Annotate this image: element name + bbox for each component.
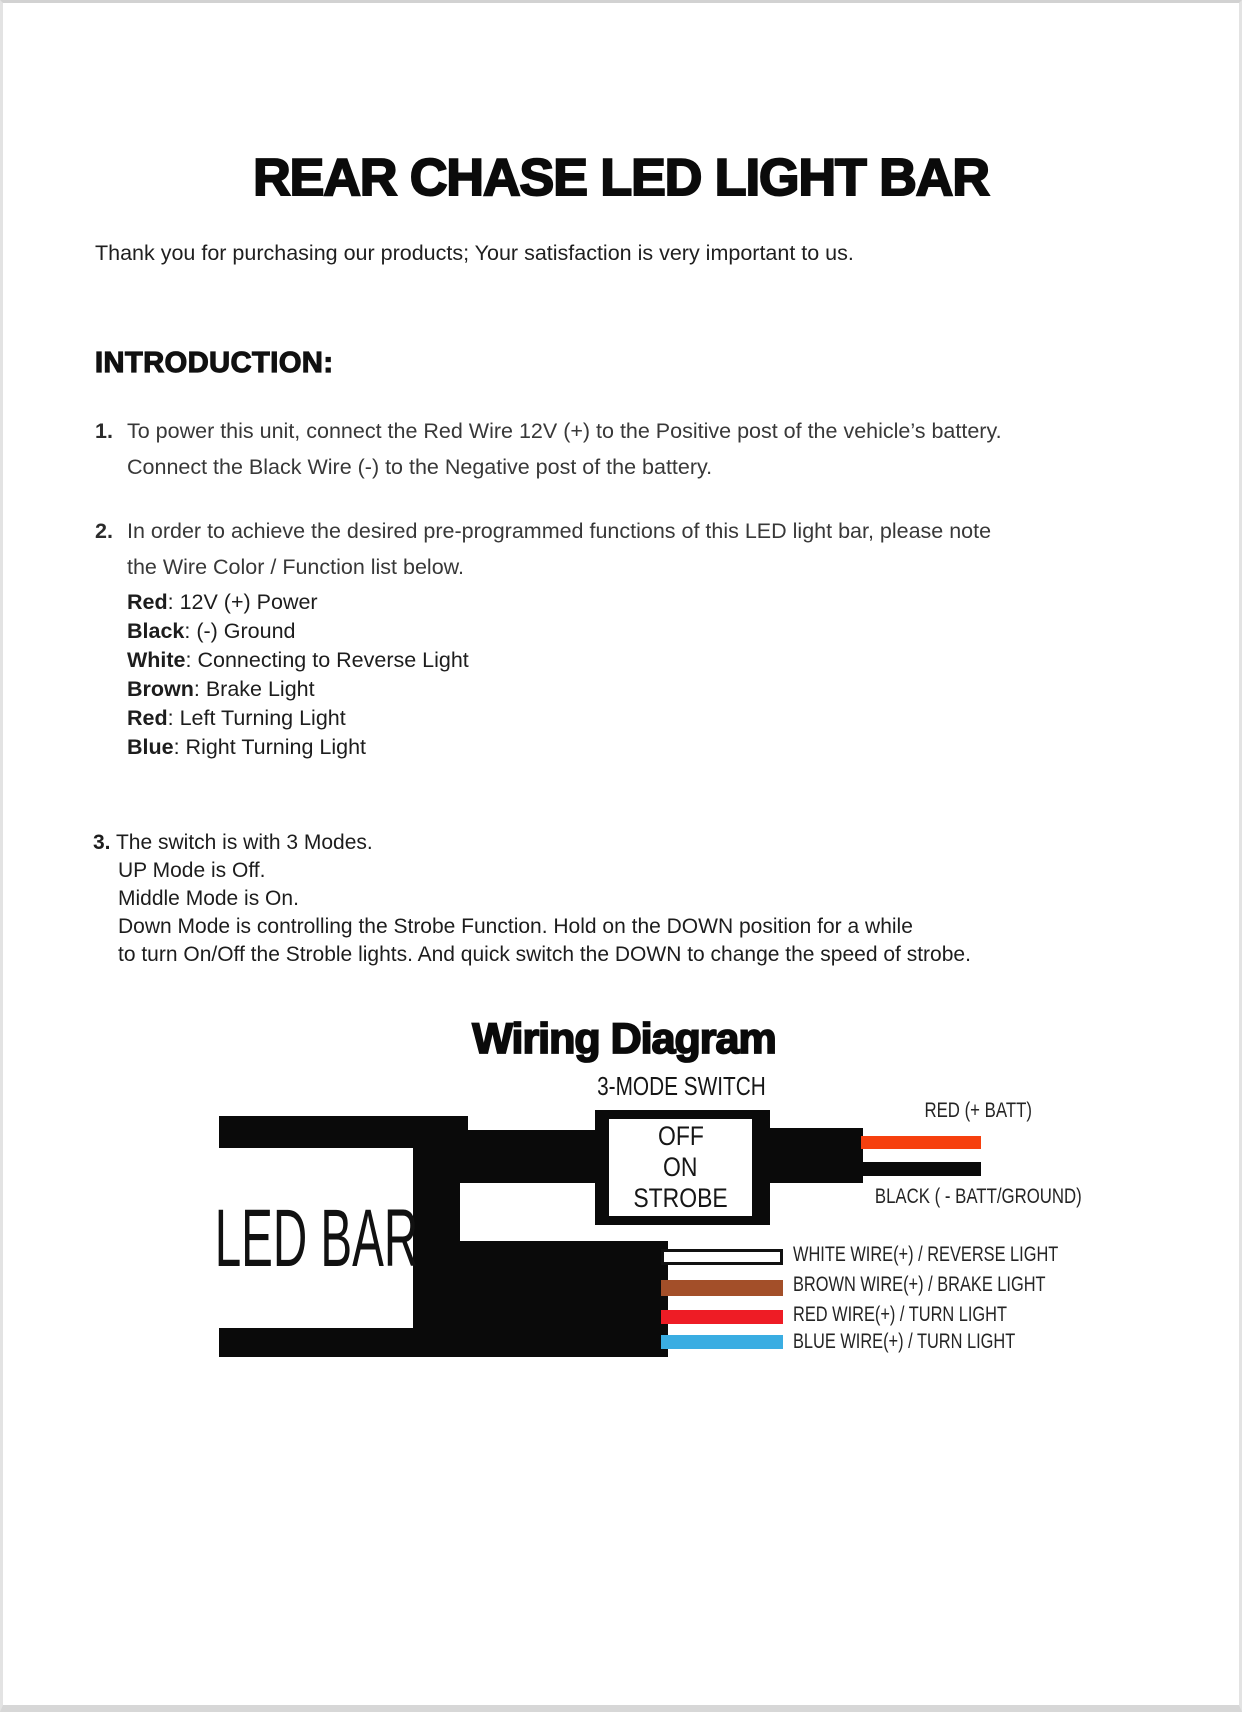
battery-wire-red [861,1136,981,1149]
cable-to-switch [458,1130,598,1183]
item-1-line-1: To power this unit, connect the Red Wire 12V (+) to the Positive post of the vehicle’s battery. [127,419,1002,443]
wiring-diagram-title: Wiring Diagram [472,1015,776,1063]
battery-wire-black-label: BLACK ( - BATT/GROUND) [874,1185,1082,1208]
document-title: REAR CHASE LED LIGHT BAR [253,149,989,207]
wire-function-list [127,588,469,762]
item-1-number: 1. [95,419,113,443]
item-2-line-1: In order to achieve the desired pre-programmed functions of this LED light bar, please note [127,519,992,543]
thanks-text: Thank you for purchasing our products; Your satisfaction is very important to us. [95,241,854,265]
wire-function-brown-brake: Brown: Brake Light [127,677,315,701]
item-2-number: 2. [95,519,113,543]
item-3-line-4: Down Mode is controlling the Strobe Function. Hold on the DOWN position for a while [118,915,913,938]
wire-function-blue-right-turn: Blue: Right Turning Light [127,735,367,759]
item-3-line-1: 3. The switch is with 3 Modes. [93,831,373,854]
cable-harness-block [458,1241,668,1357]
switch-mode-off: OFF [657,1121,704,1151]
output-wire-blue-label: BLUE WIRE(+) / TURN LIGHT [793,1330,1016,1353]
item-1-line-2: Connect the Black Wire (-) to the Negative post of the battery. [127,455,713,479]
wire-function-black-ground: Black: (-) Ground [127,619,296,643]
switch-output-stub [769,1128,863,1183]
output-wire-red-label: RED WIRE(+) / TURN LIGHT [793,1303,1008,1326]
led-bar-bottom-bar [219,1328,462,1357]
switch-mode-on: ON [663,1152,698,1182]
output-wire-blue [661,1335,783,1349]
wire-function-red-power: Red: 12V (+) Power [127,590,318,614]
wiring-diagram [3,1003,1242,1423]
instruction-item-1 [95,413,1002,485]
switch-title: 3-MODE SWITCH [596,1071,766,1101]
item-3-line-3: Middle Mode is On. [118,887,299,910]
instruction-item-2 [95,513,991,585]
item-3-line-2: UP Mode is Off. [118,859,266,882]
wire-function-red-left-turn: Red: Left Turning Light [127,706,346,730]
battery-wire-black [861,1162,981,1176]
item-2-body [127,513,991,585]
output-wire-white [661,1249,783,1265]
wire-function-white-reverse: White: Connecting to Reverse Light [127,648,469,672]
battery-wire-red-label: RED (+ BATT) [924,1099,1032,1122]
introduction-heading: INTRODUCTION: [95,347,334,379]
item-2-line-2: the Wire Color / Function list below. [127,555,464,579]
item-3-line-5: to turn On/Off the Stroble lights. And quick switch the DOWN to change the speed of strobe. [118,943,971,966]
output-wire-brown [661,1280,783,1296]
output-wire-brown-label: BROWN WIRE(+) / BRAKE LIGHT [793,1273,1046,1296]
instruction-item-3 [93,829,971,969]
output-wire-white-label: WHITE WIRE(+) / REVERSE LIGHT [793,1243,1059,1266]
item-1-body [127,413,1002,485]
switch-mode-strobe: STROBE [633,1183,728,1213]
switch-mode-list [609,1119,752,1216]
led-bar-right-strip [413,1116,460,1357]
led-bar-label: LED BAR [214,1192,418,1284]
output-wire-red [661,1310,783,1324]
